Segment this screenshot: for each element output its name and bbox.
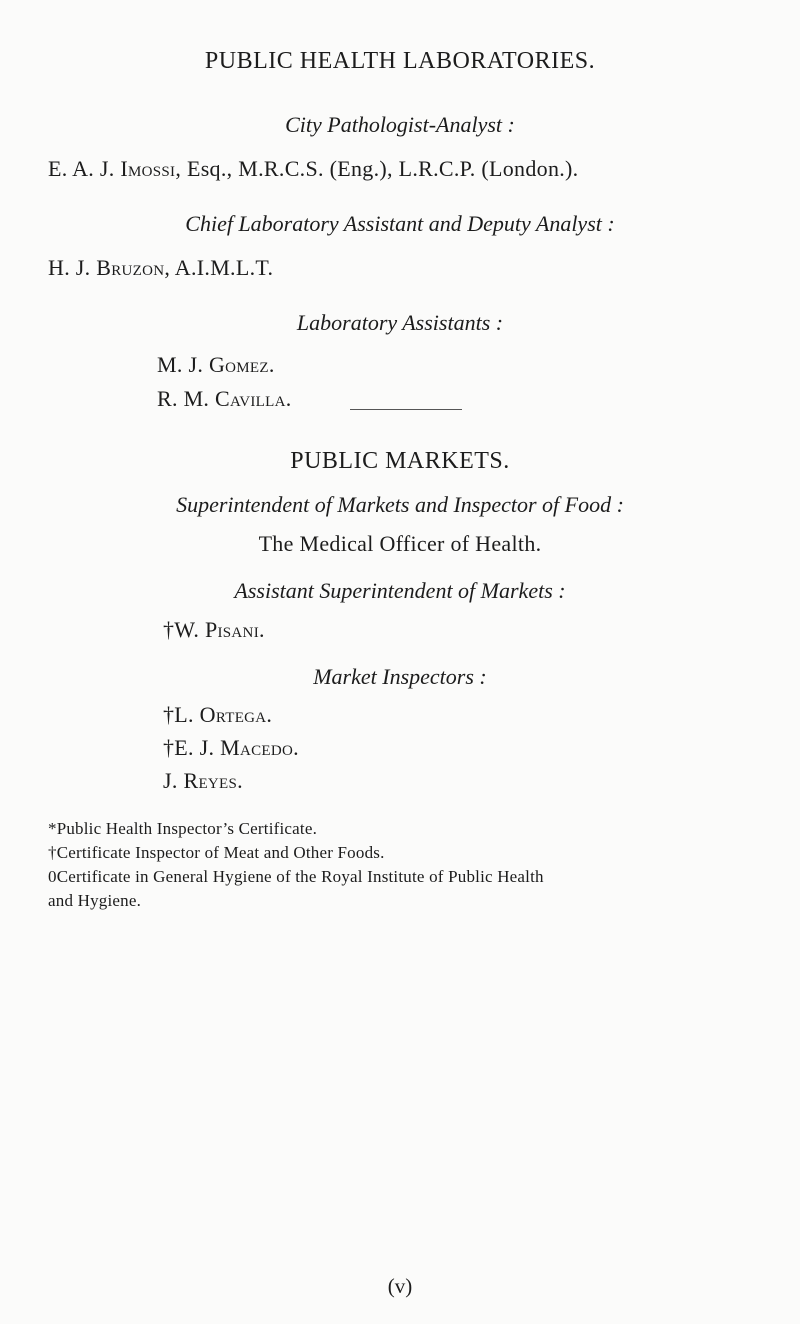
person-surname: Ortega.	[199, 702, 273, 727]
markets-role-inspectors: Market Inspectors :	[313, 664, 487, 689]
person-surname: Pisani.	[204, 617, 265, 642]
lab-person-bruzon	[48, 255, 273, 281]
section-divider	[350, 409, 462, 410]
lab-assistant-gomez	[157, 352, 275, 378]
lab-person-imossi	[48, 156, 578, 182]
lab-role-pathologist: City Pathologist-Analyst :	[285, 112, 515, 137]
person-surname: Macedo.	[220, 735, 299, 760]
person-surname: Reyes.	[183, 768, 243, 793]
person-surname: Gomez.	[208, 352, 275, 377]
footnote-phi: *Public Health Inspector’s Certificate.	[48, 819, 318, 838]
person-initials: M. J.	[157, 352, 209, 377]
footnote-hygiene: 0Certificate in General Hygiene of the Royal Institute of Public Health	[48, 867, 544, 886]
markets-person-pisani	[163, 617, 265, 643]
person-initials: R. M.	[157, 386, 216, 411]
markets-inspector-reyes	[163, 768, 243, 794]
lab-heading: PUBLIC HEALTH LABORATORIES.	[204, 48, 596, 74]
footnote-meat: †Certificate Inspector of Meat and Other Foods.	[48, 843, 385, 862]
person-surname: Imossi	[120, 156, 176, 181]
lab-role-chief-assistant: Chief Laboratory Assistant and Deputy Analyst :	[185, 211, 615, 236]
person-qualifications: , A.I.M.L.T.	[164, 255, 274, 280]
markets-person-moh: The Medical Officer of Health.	[258, 531, 542, 556]
person-qualifications: , Esq., M.R.C.S. (Eng.), L.R.C.P. (London.).	[175, 156, 579, 181]
page-number: (v)	[387, 1274, 413, 1298]
person-initials: J.	[163, 768, 184, 793]
person-surname: Bruzon	[96, 255, 165, 280]
markets-inspector-macedo	[163, 735, 299, 761]
person-initials: †E. J.	[163, 735, 221, 760]
footnote-hygiene-cont: and Hygiene.	[48, 891, 142, 910]
person-initials: †L.	[163, 702, 200, 727]
person-initials: E. A. J.	[48, 156, 121, 181]
markets-role-assistant-superintendent: Assistant Superintendent of Markets :	[234, 578, 566, 603]
markets-role-superintendent: Superintendent of Markets and Inspector of Food :	[176, 492, 624, 517]
person-surname: Cavilla.	[215, 386, 292, 411]
person-initials: †W.	[163, 617, 205, 642]
lab-role-assistants: Laboratory Assistants :	[296, 310, 504, 335]
lab-assistant-cavilla	[157, 386, 292, 412]
person-initials: H. J.	[48, 255, 97, 280]
markets-inspector-ortega	[163, 702, 272, 728]
markets-heading: PUBLIC MARKETS.	[290, 448, 510, 474]
